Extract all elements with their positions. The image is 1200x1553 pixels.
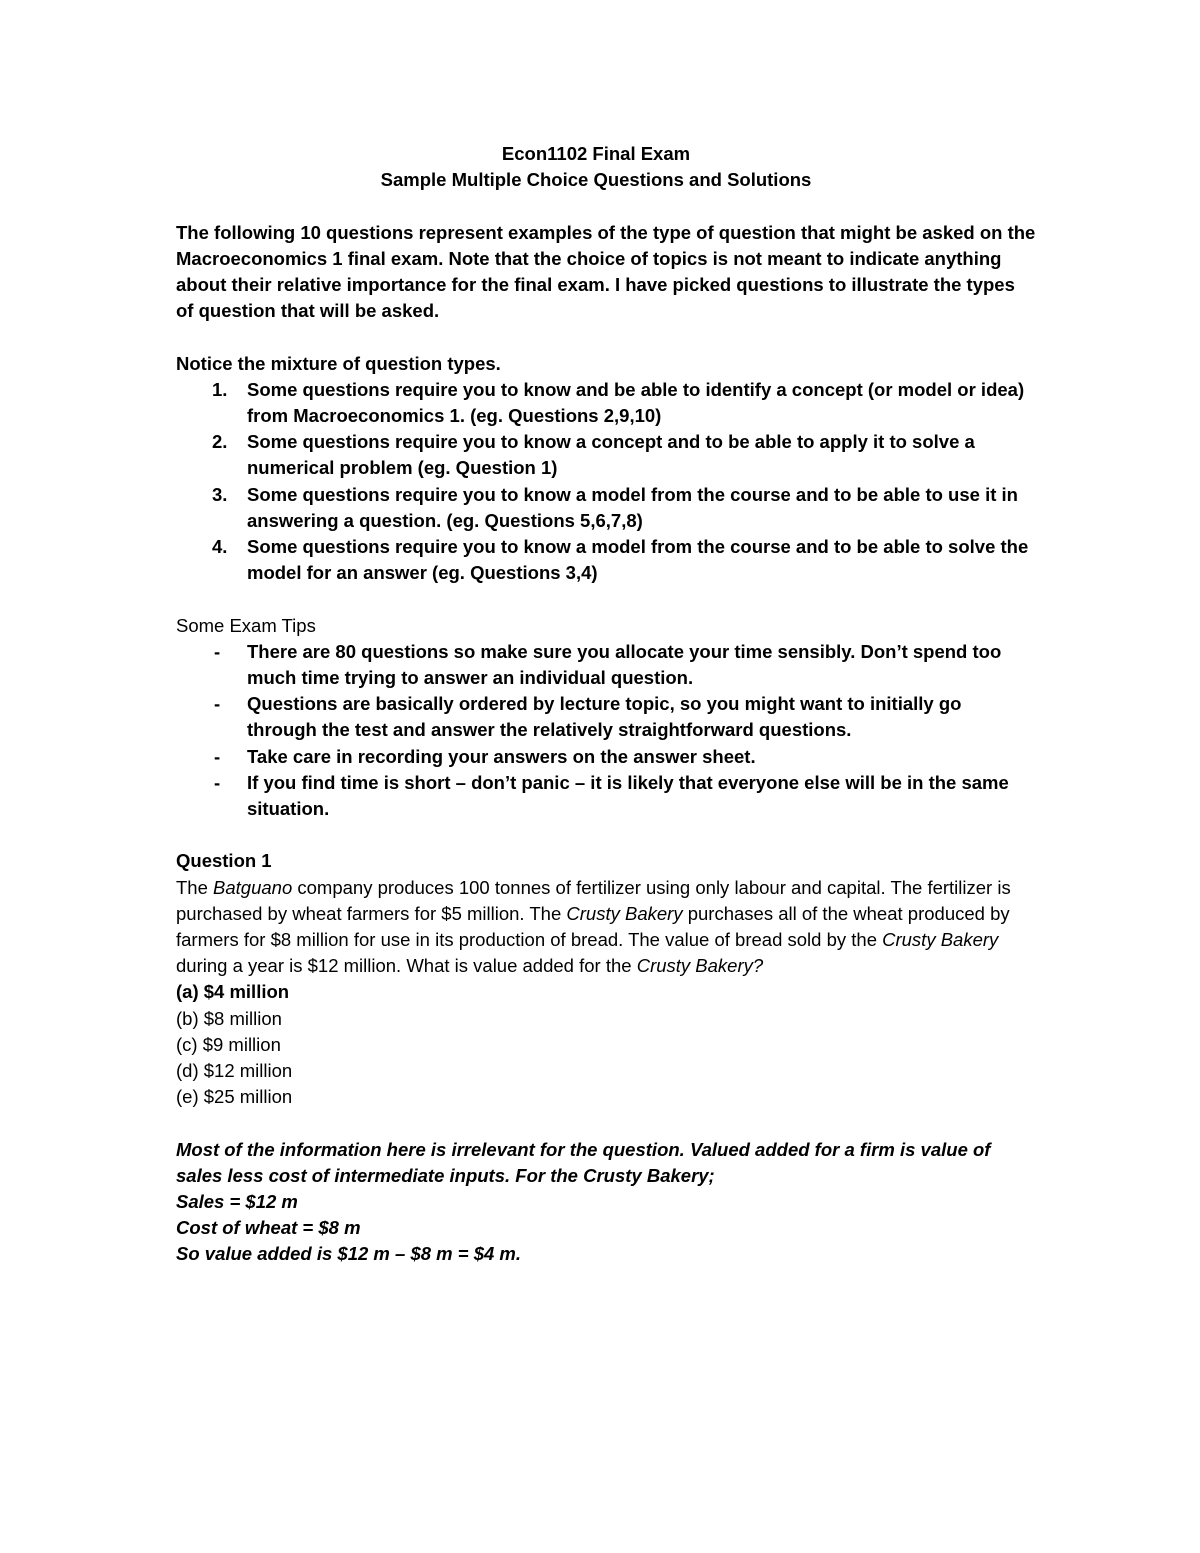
answer-option-d: (d) $12 million	[176, 1060, 293, 1082]
list-marker: -	[214, 771, 221, 793]
answer-option-e: (e) $25 million	[176, 1086, 293, 1108]
list-item-text: Some questions require you to know a concept and to be able to apply it to solve a numerical problem (eg. Question 1)	[247, 431, 975, 479]
question-stem	[176, 875, 1036, 980]
list-item-text: Questions are basically ordered by lecture topic, so you might want to initially go through the test and answer the relatively straightforward questions.	[247, 693, 962, 741]
tips-heading: Some Exam Tips	[176, 614, 316, 636]
answer-option-c: (c) $9 million	[176, 1033, 281, 1055]
list-marker: 4.	[212, 535, 228, 557]
list-marker: 3.	[212, 483, 228, 505]
list-item	[176, 770, 1036, 822]
spacer	[176, 324, 1036, 350]
list-item	[176, 691, 1036, 743]
list-item-text: Take care in recording your answers on the answer sheet.	[247, 745, 756, 767]
answer-option-a: (a) $4 million	[176, 981, 290, 1003]
document-content	[176, 141, 1036, 1268]
list-marker: -	[214, 693, 221, 715]
stem-text: during a year is $12 million. What is value added for the	[176, 955, 637, 977]
list-item-text: If you find time is short – don’t panic – it is likely that everyone else will be in the same situation.	[247, 771, 1009, 819]
company-name: Crusty Bakery?	[636, 955, 764, 977]
solution-line: So value added is $12 m – $8 m = $4 m.	[176, 1243, 521, 1265]
spacer	[176, 1110, 1036, 1136]
list-item	[176, 429, 1036, 481]
list-item	[176, 534, 1036, 586]
question-heading: Question 1	[176, 850, 272, 872]
company-name: Crusty Bakery	[882, 929, 999, 950]
stem-text: company produces 100 tonnes of fertilizer using only labour and capital. The fertilizer is purchased by wheat farmers for $5 million. The	[176, 876, 1011, 924]
list-marker: -	[214, 640, 221, 662]
stem-text: The	[176, 876, 214, 898]
list-item	[176, 377, 1036, 429]
list-item	[176, 744, 1036, 770]
answer-option-b: (b) $8 million	[176, 1007, 282, 1029]
question-types-list	[176, 377, 1036, 587]
company-name: Crusty Bakery	[566, 902, 683, 924]
spacer	[176, 586, 1036, 612]
solution-line: Most of the information here is irrelevant for the question. Valued added for a firm is value of sales less cost of intermediate inputs. For the Crusty Bakery;	[176, 1138, 991, 1186]
company-name: Batguano	[213, 876, 293, 898]
stem-text: purchases all of the wheat produced by farmers for $8 million for use in its production of bread. The value of bread sold by the	[176, 902, 1010, 950]
tips-list	[176, 639, 1036, 822]
intro-paragraph: The following 10 questions represent examples of the type of question that might be asked on the Macroeconomics 1 final exam. Note that the choice of topics is not meant to indicate anything about their relative importance for the final exam. I have picked questions to illustrate the types of question that will be asked.	[176, 221, 1036, 322]
list-item-text: Some questions require you to know and be able to identify a concept (or model or idea) from Macroeconomics 1. (eg. Questions 2,9,10)	[247, 378, 1025, 426]
list-marker: 2.	[212, 431, 228, 453]
title-block	[156, 141, 1036, 193]
list-item-text: There are 80 questions so make sure you allocate your time sensibly. Don’t spend too much time trying to answer an individual question.	[247, 640, 1002, 688]
spacer	[176, 822, 1036, 848]
list-item-text: Some questions require you to know a model from the course and to be able to use it in answering a question. (eg. Questions 5,6,7,8)	[247, 483, 1018, 531]
list-marker: -	[214, 745, 221, 767]
list-item-text: Some questions require you to know a model from the course and to be able to solve the model for an answer (eg. Questions 3,4)	[247, 535, 1029, 584]
document-title: Econ1102 Final Exam	[501, 143, 691, 164]
document-subtitle: Sample Multiple Choice Questions and Solutions	[380, 169, 812, 191]
mixture-heading: Notice the mixture of question types.	[176, 352, 501, 374]
list-marker: 1.	[212, 378, 228, 400]
spacer	[176, 193, 1036, 219]
solution-line: Cost of wheat = $8 m	[176, 1217, 361, 1239]
solution-line: Sales = $12 m	[176, 1191, 298, 1213]
list-item	[176, 482, 1036, 534]
list-item	[176, 639, 1036, 691]
